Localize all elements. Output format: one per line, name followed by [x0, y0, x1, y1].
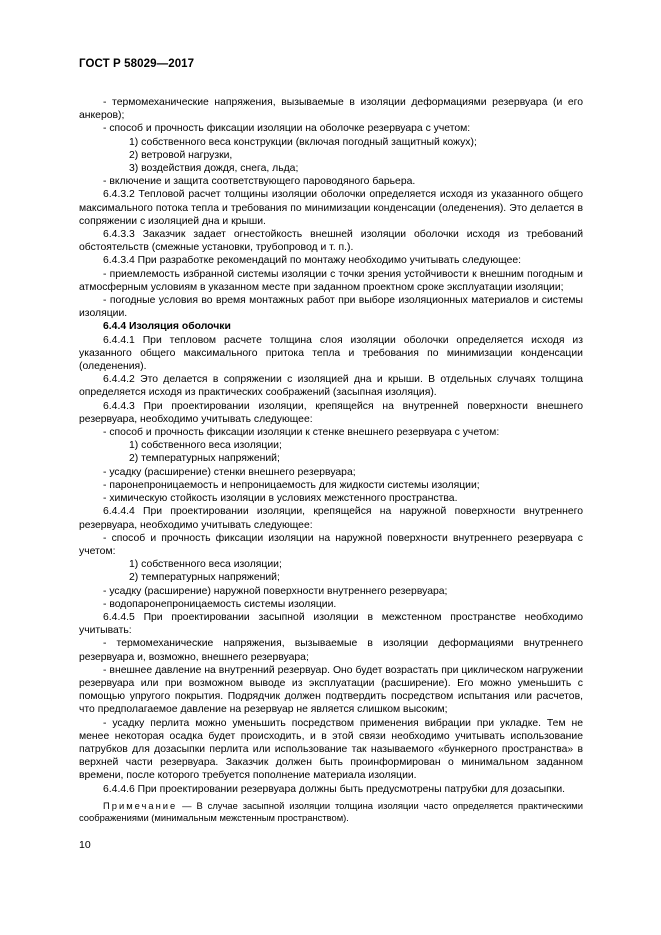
section-heading: 6.4.4 Изоляция оболочки — [103, 321, 231, 333]
paragraph: - водопаронепроницаемость системы изоляции. — [103, 598, 337, 610]
paragraph: 6.4.3.3 Заказчик задает огнестойкость внешней изоляции оболочки исходя из требований обстоятельств (смежные установки, трубопровод и т. п.). — [79, 229, 583, 254]
paragraph: 6.4.4.3 При проектировании изоляции, крепящейся на внутренней поверхности внешнего резервуара, необходимо учитывать следующее: — [79, 400, 583, 425]
paragraph: - способ и прочность фиксации изоляции на оболочке резервуара с учетом: — [103, 123, 471, 135]
note-label: Примечание — [103, 799, 178, 811]
paragraph: 6.4.4.2 Это делается в сопряжении с изоляцией дна и крыши. В отдельных случаях толщина определяется исходя из практических соображений (засыпная изоляция). — [79, 374, 583, 399]
paragraph: - внешнее давление на внутренний резервуар. Оно будет возрастать при циклическом нагружении резервуара или при возможном выводе из эксплуатации (расширение). Его можно уменьшить с помощью упругого покрытия. Подрядчик должен подтвердить посредством испытания или расчетов, что предполагаемое давление на резервуар не является слишком высоким; — [79, 664, 583, 716]
paragraph: - погодные условия во время монтажных работ при выборе изоляционных материалов и системы изоляции. — [79, 295, 583, 320]
paragraph: 6.4.4.1 При тепловом расчете толщина слоя изоляции оболочки определяется исходя из указанного общего максимального притока тепла и требования по минимизации конденсации (оледенения). — [79, 334, 583, 373]
paragraph: 6.4.4.5 При проектировании засыпной изоляции в межстенном пространстве необходимо учитывать: — [79, 611, 583, 637]
list-item: 2) температурных напряжений; — [129, 572, 280, 584]
list-item: 2) температурных напряжений; — [129, 453, 280, 465]
paragraph: - усадку (расширение) наружной поверхности внутреннего резервуара; — [103, 585, 448, 597]
paragraph: 6.4.4.6 При проектировании резервуара должны быть предусмотрены патрубки для дозасыпки. — [103, 783, 566, 795]
paragraph: 6.4.3.4 При разработке рекомендаций по монтажу необходимо учитывать следующее: — [103, 255, 522, 267]
document-body — [79, 96, 583, 824]
list-item: 1) собственного веса изоляции; — [129, 440, 282, 452]
paragraph: - включение и защита соответствующего пароводяного барьера. — [103, 176, 416, 188]
note-text: — В случае засыпной изоляции толщина изоляции часто определяется практическими соображениями (минимальным межстенным пространством). — [79, 799, 583, 823]
paragraph: 6.4.4.4 При проектировании изоляции, крепящейся на наружной поверхности внутреннего резервуара, необходимо учитывать следующее: — [79, 506, 583, 531]
list-item: 1) собственного веса конструкции (включая погодный защитный кожух); — [129, 136, 477, 148]
document-header: ГОСТ Р 58029—2017 — [79, 58, 195, 70]
paragraph: - способ и прочность фиксации изоляции к стенке внешнего резервуара с учетом: — [103, 427, 500, 439]
paragraph: - паронепроницаемость и непроницаемость для жидкости системы изоляции; — [103, 479, 480, 491]
paragraph: - приемлемость избранной системы изоляции с точки зрения устойчивости к внешним погодным и атмосферным условиям в указанном месте при заданном проектном сроке эксплуатации изоляции; — [79, 268, 583, 293]
list-item: 1) собственного веса изоляции; — [129, 559, 282, 571]
paragraph: - термомеханические напряжения, вызываемые в изоляции деформациями резервуара (и его анкеров); — [79, 97, 583, 122]
paragraph: - термомеханические напряжения, вызываемые в изоляции деформациями внутреннего резервуара и, возможно, внешнего резервуара; — [79, 638, 583, 663]
paragraph: - усадку перлита можно уменьшить посредством применения вибрации при укладке. Тем не менее некоторая осадка будет происходить, и в этой связи необходимо учитывать использование патрубков для дозасыпки перлита или использование так называемого «бункерного пространства» в верхней части резервуара. Заказчик должен быть проинформирован о минимальном заданном времени, после которого требуется пополнение материала изоляции. — [79, 717, 583, 782]
page-number: 10 — [79, 839, 91, 851]
list-item: 2) ветровой нагрузки, — [129, 149, 233, 161]
paragraph: - химическую стойкость изоляции в условиях межстенного пространства. — [103, 493, 458, 505]
note — [79, 800, 583, 824]
paragraph: - способ и прочность фиксации изоляции на наружной поверхности внутреннего резервуара с учетом: — [79, 532, 583, 557]
paragraph: 6.4.3.2 Тепловой расчет толщины изоляции оболочки определяется исходя из указанного общего максимального потока тепла и требования по минимизации конденсации (оледенения). Это делается в сопряжении с изоляцией дна и крыши. — [79, 189, 583, 227]
paragraph: - усадку (расширение) стенки внешнего резервуара; — [103, 466, 356, 478]
list-item: 3) воздействия дождя, снега, льда; — [129, 163, 299, 175]
